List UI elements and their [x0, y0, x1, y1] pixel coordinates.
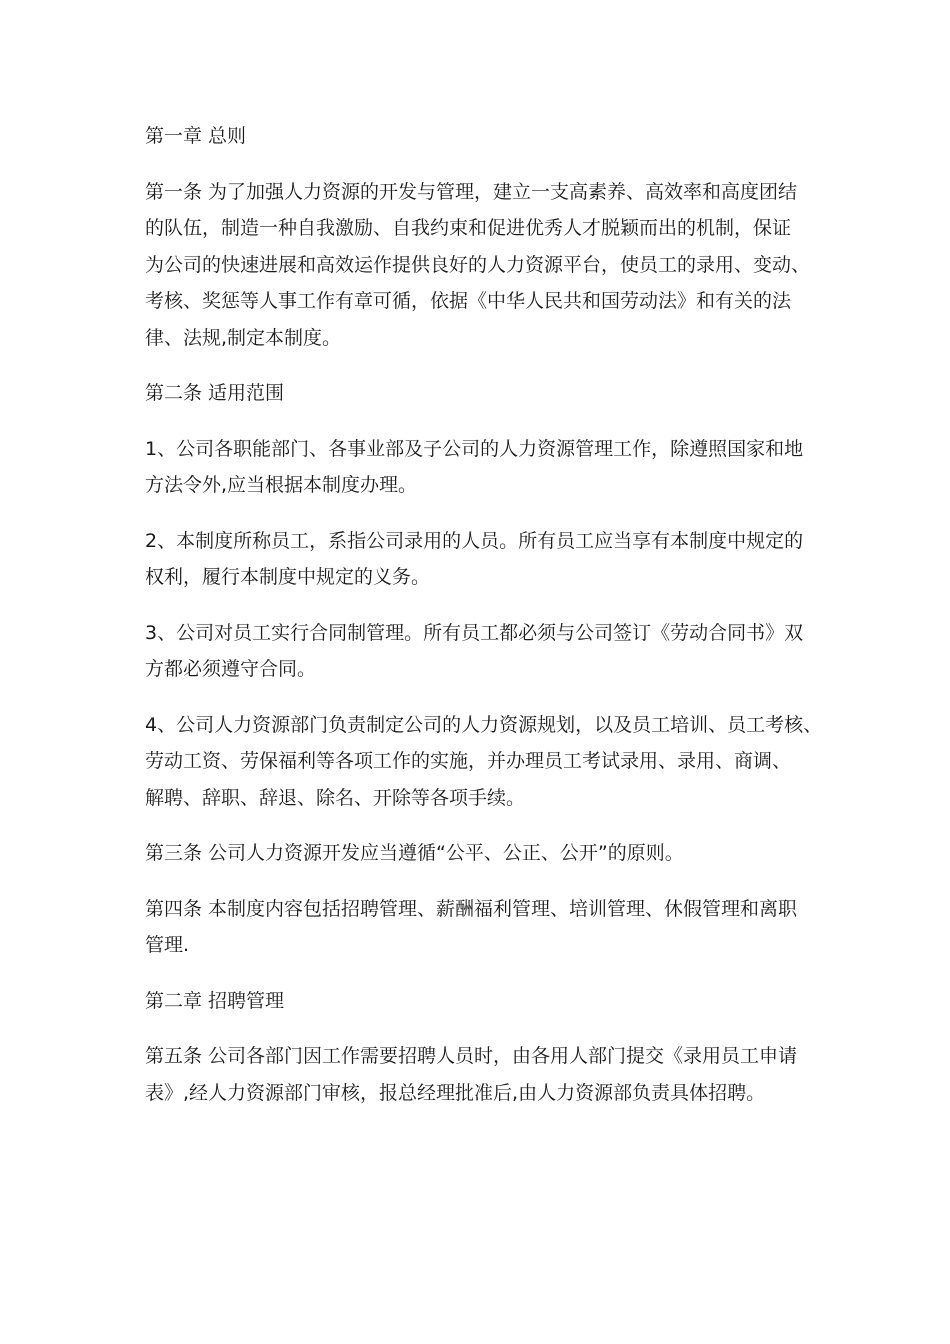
document-body	[145, 118, 823, 1130]
text-line: 1、公司各职能部门、各事业部及子公司的人力资源管理工作，除遵照国家和地	[145, 437, 804, 460]
text-line: 律、法规,制定本制度。	[145, 326, 342, 349]
article-heading	[145, 375, 820, 412]
text-line: 第五条 公司各部门因工作需要招聘人员时，由各用人部门提交《录用员工申请	[145, 1045, 798, 1067]
chapter-heading	[145, 983, 820, 1020]
text-line: 权利，履行本制度中规定的义务。	[145, 566, 431, 588]
text-line: 表》,经人力资源部门审核，报总经理批准后,由人力资源部负责具体招聘。	[145, 1081, 766, 1104]
text-line: 第二条 适用范围	[145, 382, 285, 404]
list-item	[145, 523, 820, 596]
article-paragraph	[145, 1038, 820, 1111]
text-line: 解聘、辞职、辞退、除名、开除等各项手续。	[145, 786, 526, 809]
text-line: 的队伍，制造一种自我激励、自我约束和促进优秀人才脱颖而出的机制，保证	[145, 217, 792, 239]
text-line: 第一条 为了加强人力资源的开发与管理，建立一支高素养、高效率和高度团结	[145, 180, 798, 203]
text-line: 4、公司人力资源部门负责制定公司的人力资源规划，以及员工培训、员工考核、	[145, 713, 823, 736]
article-paragraph	[145, 835, 820, 872]
chapter-heading	[145, 118, 820, 155]
list-item	[145, 707, 823, 817]
text-line: 3、公司对员工实行合同制管理。所有员工都必须与公司签订《劳动合同书》双	[145, 621, 804, 644]
text-line: 2、本制度所称员工，系指公司录用的人员。所有员工应当享有本制度中规定的	[145, 529, 804, 552]
text-line: 第三条 公司人力资源开发应当遵循“公平、公正、公开”的原则。	[145, 842, 684, 864]
text-line: 方都必须遵守合同。	[145, 658, 317, 680]
text-line: 劳动工资、劳保福利等各项工作的实施，并办理员工考试录用、录用、商调、	[145, 750, 792, 772]
text-line: 第一章 总则	[145, 125, 247, 147]
text-line: 管理.	[145, 934, 190, 956]
list-item	[145, 431, 820, 504]
text-line: 第四条 本制度内容包括招聘管理、薪酬福利管理、培训管理、休假管理和离职	[145, 897, 798, 920]
text-line: 为公司的快速进展和高效运作提供良好的人力资源平台，使员工的录用、变动、	[145, 253, 811, 276]
text-line: 方法令外,应当根据本制度办理。	[145, 474, 418, 496]
text-line: 考核、奖惩等人事工作有章可循，依据《中华人民共和国劳动法》和有关的法	[145, 290, 792, 312]
text-line: 第二章 招聘管理	[145, 989, 285, 1012]
list-item	[145, 615, 820, 688]
article-paragraph	[145, 174, 820, 357]
article-paragraph	[145, 891, 820, 964]
